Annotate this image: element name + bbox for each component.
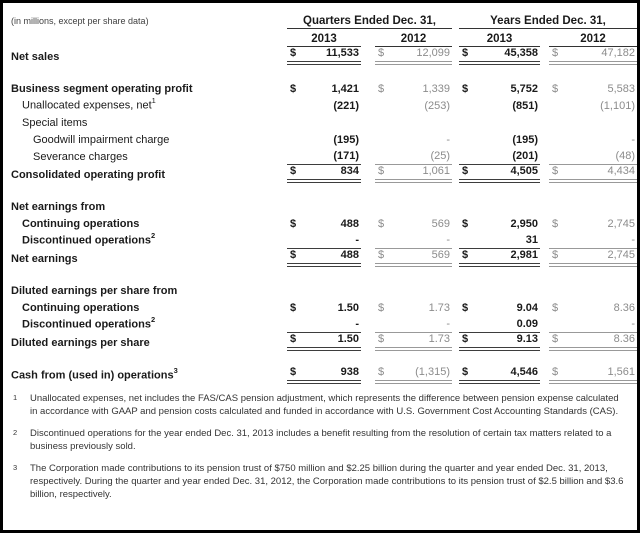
dollar-sign: $ <box>462 302 469 314</box>
dollar-sign: $ <box>290 47 297 59</box>
dollar-sign: $ <box>462 333 469 345</box>
value-text: 569 <box>431 249 450 261</box>
table-row <box>3 215 637 232</box>
footnote-text: Discontinued operations for the year ended Dec. 31, 2013 includes a benefit resulting from the resolution of certain tax matters related to a business previously sold. <box>30 428 612 452</box>
footnote-marker: 2 <box>13 428 18 437</box>
value-text: 1.50 <box>337 302 359 314</box>
value-cell <box>375 333 452 351</box>
value-cell <box>549 165 637 183</box>
dollar-sign: $ <box>290 165 297 177</box>
dollar-sign: $ <box>552 218 559 230</box>
value-text: 45,358 <box>504 47 538 59</box>
dollar-sign: $ <box>290 302 297 314</box>
value-text: 5,752 <box>510 83 538 95</box>
value-cell <box>459 134 540 148</box>
section-spacer <box>3 351 637 366</box>
row-label: Diluted earnings per share <box>11 337 150 349</box>
table-row <box>3 366 637 384</box>
value-cell <box>459 218 540 232</box>
value-cell <box>549 134 637 148</box>
value-text: - <box>631 318 635 330</box>
dollar-sign: $ <box>378 333 385 345</box>
row-label: Net earnings from <box>11 201 106 213</box>
dollar-sign: $ <box>552 47 559 59</box>
row-label: Discontinued operations$^2$ <box>22 315 156 331</box>
row-label: Business segment operating profit <box>11 83 193 95</box>
dollar-sign: $ <box>290 333 297 345</box>
value-text: 569 <box>431 218 450 230</box>
year-header-row <box>3 30 637 47</box>
value-text: 1,339 <box>422 83 450 95</box>
value-text: 31 <box>525 234 538 246</box>
table-row <box>3 282 637 299</box>
value-cell <box>375 83 452 97</box>
year-column-label: 2012 <box>375 33 452 47</box>
dollar-sign: $ <box>378 218 385 230</box>
value-text: - <box>355 318 359 330</box>
value-text: 5,583 <box>607 83 635 95</box>
dollar-sign: $ <box>552 83 559 95</box>
value-text: 1,061 <box>422 165 450 177</box>
row-label: Continuing operations <box>22 218 140 230</box>
dollar-sign: $ <box>378 366 385 378</box>
dollar-sign: $ <box>290 366 297 378</box>
dollar-sign: $ <box>552 333 559 345</box>
value-cell <box>549 150 637 165</box>
row-label: Goodwill impairment charge <box>33 134 170 146</box>
row-label: Cash from (used in) operations$^3$ <box>11 366 178 382</box>
value-text: 2,950 <box>510 218 538 230</box>
table-body <box>3 47 637 384</box>
table-row <box>3 333 637 351</box>
value-text: - <box>446 318 450 330</box>
value-cell <box>375 318 452 333</box>
row-label: Consolidated operating profit <box>11 169 165 181</box>
value-text: 2,981 <box>510 249 538 261</box>
row-label: Discontinued operations$^2$ <box>22 231 156 247</box>
row-label: Unallocated expenses, net$^1$ <box>22 96 156 112</box>
value-text: 1.50 <box>337 333 359 345</box>
footnotes-section <box>3 384 637 501</box>
quarters-ended-header: Quarters Ended Dec. 31, <box>287 15 452 29</box>
value-text: - <box>355 234 359 246</box>
value-text: (25) <box>430 150 450 162</box>
table-row <box>3 249 637 267</box>
table-row <box>3 148 637 165</box>
value-cell <box>375 100 452 114</box>
table-row <box>3 97 637 114</box>
value-cell <box>549 100 637 114</box>
value-text: 47,182 <box>601 47 635 59</box>
section-spacer <box>3 183 637 198</box>
dollar-sign: $ <box>552 249 559 261</box>
value-text: - <box>446 234 450 246</box>
value-cell <box>287 218 361 232</box>
value-cell <box>287 150 361 165</box>
dollar-sign: $ <box>290 83 297 95</box>
value-cell <box>459 249 540 267</box>
dollar-sign: $ <box>462 47 469 59</box>
value-cell <box>287 302 361 316</box>
year-column-label: 2013 <box>287 33 361 47</box>
dollar-sign: $ <box>378 302 385 314</box>
value-text: 488 <box>340 249 359 261</box>
table-row <box>3 198 637 215</box>
value-text: 1.73 <box>428 333 450 345</box>
footnote-ref: 2 <box>150 231 156 241</box>
value-text: 1,561 <box>607 366 635 378</box>
section-spacer <box>3 267 637 282</box>
value-text: 4,434 <box>607 165 635 177</box>
value-text: 2,745 <box>607 249 635 261</box>
value-cell <box>287 100 361 114</box>
value-cell <box>287 234 361 249</box>
row-label: Special items <box>22 117 88 129</box>
value-text: (201) <box>512 150 538 162</box>
value-text: - <box>446 134 450 146</box>
dollar-sign: $ <box>462 83 469 95</box>
year-column-label: 2013 <box>459 33 540 47</box>
value-cell <box>287 333 361 351</box>
value-cell <box>549 302 637 316</box>
dollar-sign: $ <box>290 218 297 230</box>
value-text: 9.13 <box>516 333 538 345</box>
value-cell <box>459 333 540 351</box>
units-note: (in millions, except per share data) <box>11 16 149 26</box>
table-row <box>3 114 637 131</box>
footnote-marker: 3 <box>13 463 18 472</box>
dollar-sign: $ <box>378 83 385 95</box>
value-text: 1,421 <box>331 83 359 95</box>
value-text: 2,745 <box>607 218 635 230</box>
value-text: (253) <box>424 100 450 112</box>
dollar-sign: $ <box>462 366 469 378</box>
value-text: - <box>631 234 635 246</box>
value-text: 4,505 <box>510 165 538 177</box>
footnote-ref: 2 <box>150 315 156 325</box>
value-text: (1,315) <box>415 366 450 378</box>
footnote-text: The Corporation made contributions to its pension trust of $750 million and $2.25 billion during the quarter and year ended Dec. 31, 2013, respectively. During the quarter and year ended Dec. 31, 2012, the Corporation made contributions to its pension trust of $2.5 billion and $3.6 billion, respectively. <box>30 463 624 500</box>
dollar-sign: $ <box>378 249 385 261</box>
value-cell <box>549 249 637 267</box>
value-cell <box>459 83 540 97</box>
value-text: (221) <box>333 100 359 112</box>
dollar-sign: $ <box>378 47 385 59</box>
dollar-sign: $ <box>552 165 559 177</box>
table-row <box>3 80 637 97</box>
value-text: 11,533 <box>325 47 359 59</box>
value-cell <box>287 366 361 384</box>
value-cell <box>375 134 452 148</box>
value-cell <box>459 302 540 316</box>
value-text: (48) <box>615 150 635 162</box>
table-header-row <box>3 9 637 29</box>
dollar-sign: $ <box>462 249 469 261</box>
value-text: 8.36 <box>613 302 635 314</box>
value-cell <box>287 165 361 183</box>
value-cell <box>287 318 361 333</box>
dollar-sign: $ <box>290 249 297 261</box>
table-row <box>3 299 637 316</box>
value-cell <box>549 47 637 65</box>
year-column-label: 2012 <box>549 33 637 47</box>
value-text: 1.73 <box>428 302 450 314</box>
row-label: Diluted earnings per share from <box>11 285 178 297</box>
dollar-sign: $ <box>462 165 469 177</box>
section-spacer <box>3 65 637 80</box>
footnote-marker: 1 <box>13 393 18 402</box>
value-cell <box>375 366 452 384</box>
row-label: Net sales <box>11 51 60 63</box>
table-row <box>3 165 637 183</box>
value-text: 834 <box>340 165 359 177</box>
value-cell <box>549 333 637 351</box>
value-text: (851) <box>512 100 538 112</box>
table-row <box>3 232 637 249</box>
value-cell <box>549 234 637 249</box>
dollar-sign: $ <box>552 366 559 378</box>
value-cell <box>459 318 540 333</box>
value-cell <box>375 165 452 183</box>
value-cell <box>459 234 540 249</box>
value-cell <box>549 366 637 384</box>
value-text: (195) <box>333 134 359 146</box>
value-text: (195) <box>512 134 538 146</box>
dollar-sign: $ <box>378 165 385 177</box>
footnote-text: Unallocated expenses, net includes the FAS/CAS pension adjustment, which represents the difference between pension expense calculated in accordance with GAAP and pension costs calculated and funded in accordance with U.S. Government Cost Accounting Standards (CAS). <box>30 393 619 417</box>
value-cell <box>549 83 637 97</box>
row-label: Continuing operations <box>22 302 140 314</box>
value-text: - <box>631 134 635 146</box>
value-cell <box>375 302 452 316</box>
value-text: (1,101) <box>600 100 635 112</box>
value-cell <box>287 249 361 267</box>
value-cell <box>459 47 540 65</box>
dollar-sign: $ <box>462 218 469 230</box>
value-cell <box>459 150 540 165</box>
row-label: Net earnings <box>11 253 78 265</box>
value-cell <box>287 83 361 97</box>
value-cell <box>459 366 540 384</box>
footnote-ref: 1 <box>151 96 156 106</box>
value-text: 488 <box>340 218 359 230</box>
table-row <box>3 47 637 65</box>
value-cell <box>375 249 452 267</box>
table-row <box>3 131 637 148</box>
value-cell <box>549 218 637 232</box>
value-cell <box>375 47 452 65</box>
footnote <box>13 462 627 501</box>
table-row <box>3 316 637 333</box>
footnote-ref: 3 <box>173 366 178 376</box>
value-text: 4,546 <box>510 366 538 378</box>
value-cell <box>375 150 452 165</box>
value-cell <box>287 47 361 65</box>
footnote <box>13 392 627 418</box>
value-text: 938 <box>340 366 359 378</box>
row-label: Severance charges <box>33 151 128 163</box>
years-ended-header: Years Ended Dec. 31, <box>459 15 637 29</box>
value-text: 12,099 <box>416 47 450 59</box>
value-cell <box>549 318 637 333</box>
dollar-sign: $ <box>552 302 559 314</box>
value-cell <box>375 234 452 249</box>
value-cell <box>459 165 540 183</box>
value-text: 9.04 <box>516 302 538 314</box>
value-text: 8.36 <box>613 333 635 345</box>
value-cell <box>375 218 452 232</box>
value-text: (171) <box>333 150 359 162</box>
value-cell <box>459 100 540 114</box>
value-cell <box>287 134 361 148</box>
value-text: 0.09 <box>516 318 538 330</box>
footnote <box>13 427 627 453</box>
